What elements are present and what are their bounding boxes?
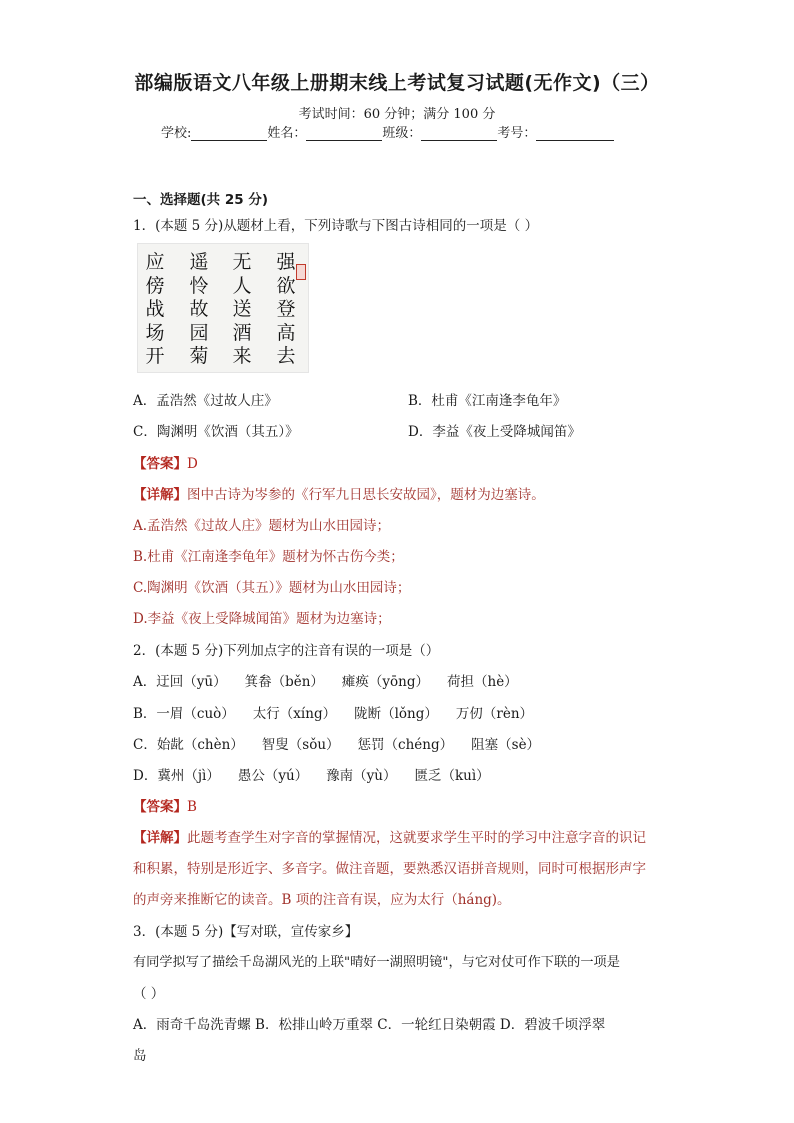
q3-options-wrap: 岛 (133, 1048, 147, 1064)
q2-stem: 2．(本题 5 分)下列加点字的注音有误的一项是（） (133, 643, 440, 659)
q1-option-row-1 (133, 389, 278, 409)
pinyin-item: 智叟（sǒu） (261, 737, 340, 753)
detail-label: 【详解】 (133, 487, 187, 503)
pinyin-item: D．冀州（jì） (133, 768, 220, 784)
pinyin-item: 愚公（yú） (237, 768, 309, 784)
q2-option-c[interactable] (133, 733, 540, 753)
poem-character: 园 (189, 321, 209, 344)
id-blank[interactable] (536, 126, 614, 141)
student-info-row (161, 122, 614, 141)
q1-option-d[interactable]: D．李益《夜上受降城闻笛》 (408, 424, 581, 440)
poem-character: 酒 (232, 321, 252, 344)
q1-detail-line: C.陶渊明《饮酒（其五）》题材为山水田园诗； (133, 580, 411, 596)
pinyin-item: C．始龀（chèn） (133, 737, 244, 753)
poem-character: 遥 (189, 251, 209, 273)
poem-column-2 (228, 251, 256, 369)
answer-label: 【答案】 (133, 799, 187, 815)
q1-detail-line: A.孟浩然《过故人庄》题材为山水田园诗； (133, 518, 391, 534)
q1-stem: 1．(本题 5 分)从题材上看，下列诗歌与下图古诗相同的一项是（ ） (133, 218, 539, 234)
q1-detail (133, 483, 545, 503)
class-label: 班级： (382, 126, 422, 141)
q1-option-c[interactable]: C．陶渊明《饮酒（其五）》 (133, 424, 299, 440)
poem-column-3 (185, 251, 213, 369)
poem-character: 傍 (145, 274, 165, 297)
school-label: 学校: (161, 126, 192, 141)
poem-character: 场 (145, 321, 165, 344)
poem-calligraphy-image (137, 243, 309, 373)
q2-option-b[interactable] (133, 702, 533, 722)
poem-character: 送 (232, 298, 252, 320)
pinyin-item: 瘫痪（yōng） (341, 674, 429, 690)
name-blank[interactable] (306, 126, 382, 141)
q2-option-a[interactable] (133, 670, 518, 690)
poem-character: 高 (276, 321, 296, 344)
pinyin-item: 箕畚（běn） (244, 674, 324, 690)
poem-character: 登 (276, 298, 296, 320)
pinyin-item: 豫南（yù） (326, 768, 397, 784)
name-label: 姓名： (267, 126, 307, 141)
q2-detail-line: 和积累，特别是形近字、多音字。做注音题，要熟悉汉语拼音规则，同时可根据形声字 (133, 861, 646, 877)
detail-label: 【详解】 (133, 830, 187, 846)
section-heading: 一、选择题(共 25 分) (133, 192, 269, 208)
q2-answer (133, 795, 197, 815)
answer-value: D (187, 456, 198, 472)
q3-prompt-bracket: （ ） (133, 986, 165, 1002)
pinyin-item: A．迂回（yū） (133, 674, 227, 690)
poem-character: 应 (145, 251, 165, 273)
q2-detail (133, 826, 646, 846)
school-blank[interactable] (191, 126, 267, 141)
pinyin-item: 万仞（rèn） (455, 706, 534, 722)
poem-character: 无 (232, 251, 252, 273)
q1-option-b[interactable]: B．杜甫《江南逢李龟年》 (408, 393, 567, 409)
q1-detail-line: B.杜甫《江南逢李龟年》题材为怀古伤今类； (133, 549, 404, 565)
detail-text: 此题考查学生对字音的掌握情况，这就要求学生平时的学习中注意字音的识记 (187, 830, 646, 846)
poem-character: 战 (145, 298, 165, 320)
page-title: 部编版语文八年级上册期末线上考试复习试题(无作文)（三） (134, 72, 660, 94)
q1-answer (133, 452, 198, 472)
poem-character: 菊 (189, 345, 209, 367)
poem-character: 去 (276, 345, 296, 367)
answer-label: 【答案】 (133, 456, 187, 472)
poem-character: 怜 (189, 274, 209, 297)
q3-prompt-line: 有同学拟写了描绘千岛湖风光的上联"晴好一湖照明镜"，与它对仗可作下联的一项是 (133, 955, 620, 970)
poem-character: 故 (189, 298, 209, 320)
poem-character: 人 (232, 274, 252, 297)
seal-stamp-icon (296, 264, 306, 280)
pinyin-item: 太行（xíng） (252, 706, 337, 722)
answer-value: B (187, 799, 197, 815)
pinyin-item: 阻塞（sè） (471, 737, 541, 753)
poem-character: 来 (232, 345, 252, 367)
q3-stem: 3．(本题 5 分)【写对联，宣传家乡】 (133, 924, 359, 940)
q2-detail-line: 的声旁来推断它的读音。B 项的注音有误，应为太行（háng)。 (133, 892, 511, 908)
exam-time-note: 考试时间：60 分钟；满分 100 分 (298, 107, 496, 122)
poem-column-4 (141, 251, 169, 369)
q2-option-d[interactable] (133, 764, 490, 784)
q1-option-a[interactable]: A．孟浩然《过故人庄》 (133, 393, 278, 409)
pinyin-item: 荷担（hè） (447, 674, 518, 690)
poem-character: 开 (145, 345, 165, 367)
pinyin-item: 匮乏（kuì） (414, 768, 490, 784)
class-blank[interactable] (421, 126, 497, 141)
pinyin-item: 惩罚（chéng） (357, 737, 454, 753)
q3-options[interactable]: A．雨奇千岛洗青螺 B．松排山岭万重翠 C．一轮红日染朝霞 D．碧波千顷浮翠 (133, 1017, 606, 1033)
pinyin-item: B．一眉（cuò） (133, 706, 235, 722)
pinyin-item: 陇断（lǒng） (354, 706, 438, 722)
id-label: 考号： (497, 126, 537, 141)
poem-character: 强 (276, 251, 296, 273)
q1-detail-line: D.李益《夜上受降城闻笛》题材为边塞诗； (133, 611, 391, 627)
detail-text: 图中古诗为岑参的《行军九日思长安故园》，题材为边塞诗。 (187, 487, 545, 503)
poem-character: 欲 (276, 274, 296, 297)
